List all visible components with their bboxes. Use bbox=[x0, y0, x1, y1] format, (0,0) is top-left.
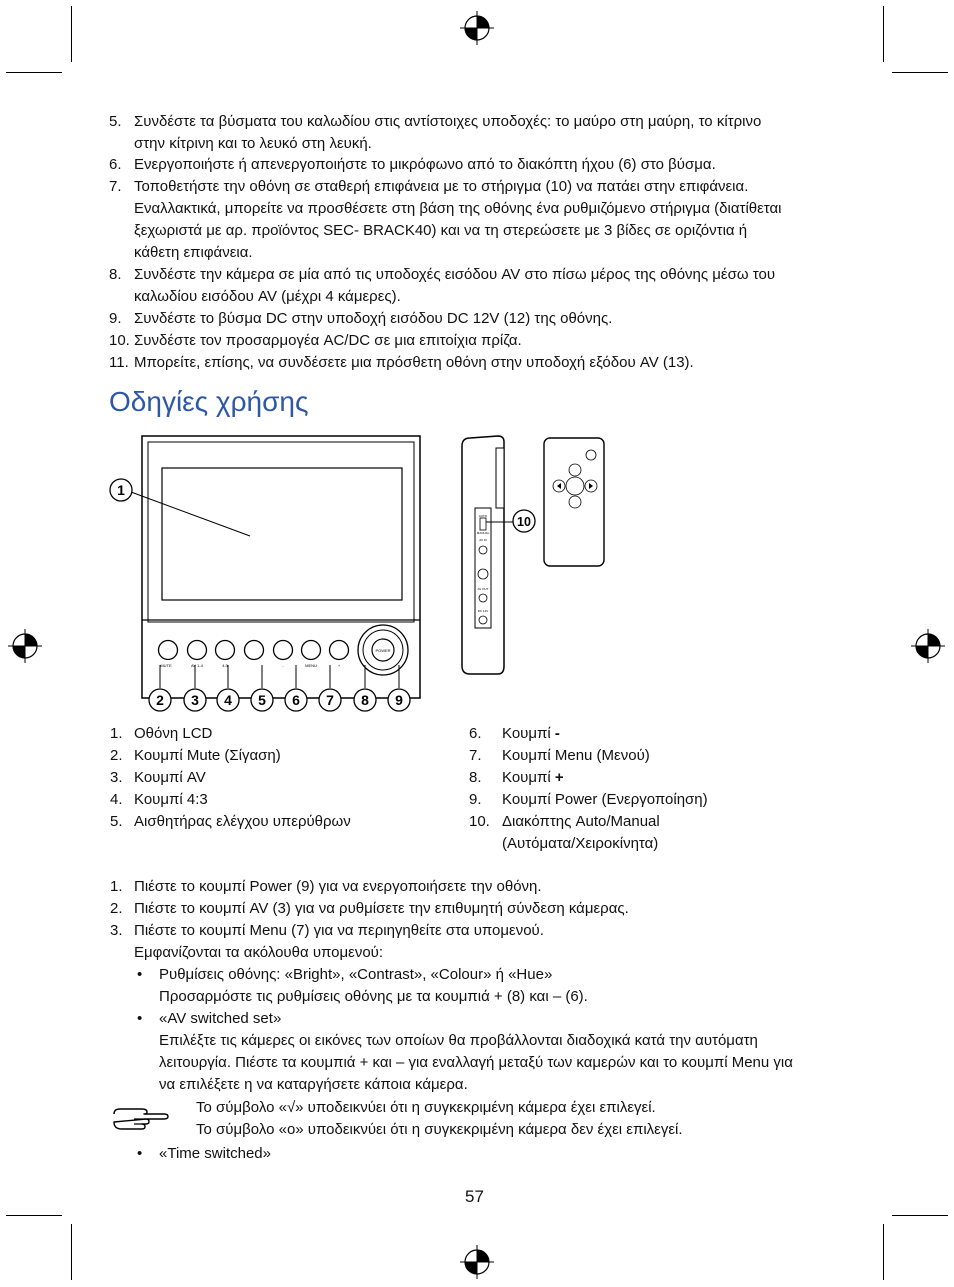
list-item-text: Ρυθμίσεις οθόνης: «Bright», «Contrast», «Colour» ή «Hue» bbox=[159, 966, 553, 983]
list-item-text: Κουμπί - bbox=[502, 725, 560, 742]
svg-text:-: - bbox=[282, 663, 284, 668]
callout-10 bbox=[513, 510, 535, 532]
list-item-text: Συνδέστε την κάμερα σε μία από τις υποδοχές εισόδου AV στο πίσω μέρος της οθόνης μέσω του bbox=[134, 266, 776, 283]
ir-sensor bbox=[245, 641, 264, 660]
list-item-text: λειτουργία. Πιέστε τα κουμπιά + και – για εναλλαγή μεταξύ των καμερών και το κουμπί Menu για bbox=[159, 1054, 793, 1071]
svg-text:AV OUT: AV OUT bbox=[477, 587, 489, 591]
list-item-text: Πιέστε το κουμπί Menu (7) για να περιηγηθείτε στα υπομενού. bbox=[134, 922, 544, 939]
submenu-intro: Εμφανίζονται τα ακόλουθα υπομενού: bbox=[134, 944, 384, 961]
list-item-text: κάθετη επιφάνεια. bbox=[134, 244, 253, 261]
callout-1 bbox=[110, 479, 132, 501]
svg-text:5: 5 bbox=[258, 692, 266, 708]
svg-text:4:3: 4:3 bbox=[222, 663, 228, 668]
list-item-text: Επιλέξτε τις κάμερες οι εικόνες των οποίων θα προβάλλονται διαδοχικά κατά την αυτόματη bbox=[159, 1032, 758, 1049]
svg-text:MANUAL: MANUAL bbox=[476, 531, 490, 535]
list-item-text: Αισθητήρας ελέγχου υπερύθρων bbox=[134, 813, 351, 830]
callout-9 bbox=[388, 689, 410, 711]
list-item-text: Οθόνη LCD bbox=[134, 725, 213, 742]
note-line: Το σύμβολο «√» υποδεικνύει ότι η συγκεκριμένη κάμερα έχει επιλεγεί. bbox=[196, 1099, 656, 1116]
list-item-text: Κουμπί Power (Ενεργοποίηση) bbox=[502, 791, 708, 808]
list-item-text: Ενεργοποιήστε ή απενεργοποιήστε το μικρόφωνο από το διακόπτη ήχου (6) στο βύσμα. bbox=[134, 156, 716, 173]
list-item-text: Κουμπί Menu (Μενού) bbox=[502, 747, 650, 764]
callout-5 bbox=[251, 689, 273, 711]
svg-text:6: 6 bbox=[292, 692, 300, 708]
registration-mark-bottom bbox=[460, 1245, 494, 1279]
pointing-hand-icon bbox=[112, 1106, 170, 1132]
svg-text:10: 10 bbox=[517, 515, 531, 529]
list-item-text: να επιλέξετε η να καταργήσετε κάποια κάμερα. bbox=[159, 1076, 468, 1093]
registration-mark-left bbox=[8, 629, 42, 663]
svg-text:9: 9 bbox=[395, 692, 403, 708]
svg-text:AUTO: AUTO bbox=[478, 514, 488, 518]
list-item-text: Κουμπί + bbox=[502, 769, 564, 786]
remote-control bbox=[544, 438, 604, 566]
svg-text:AV 1-4: AV 1-4 bbox=[191, 663, 203, 668]
monitor-side bbox=[462, 436, 514, 674]
svg-text:POWER: POWER bbox=[375, 648, 391, 653]
list-item-text: Κουμπί Mute (Σίγαση) bbox=[134, 747, 281, 764]
svg-text:3: 3 bbox=[191, 692, 199, 708]
svg-text:MUTE: MUTE bbox=[160, 663, 172, 668]
svg-text:2: 2 bbox=[156, 692, 164, 708]
product-diagram bbox=[100, 430, 620, 715]
callout-4 bbox=[217, 689, 239, 711]
list-item-text: Τοποθετήστε την οθόνη σε σταθερή επιφάνεια με το στήριγμα (10) να πατάει στην επιφάνεια. bbox=[134, 178, 749, 195]
list-item-text: ξεχωριστά με αρ. προϊόντος SEC- BRACK40) και να τη στερεώσετε με 3 βίδες σε οριζόντια ή bbox=[134, 222, 748, 239]
callout-7 bbox=[319, 689, 341, 711]
list-item-text: Διακόπτης Auto/Manual bbox=[502, 813, 660, 830]
section-heading: Οδηγίες χρήσης bbox=[109, 386, 309, 417]
svg-text:+: + bbox=[337, 663, 341, 668]
svg-text:AV IN: AV IN bbox=[479, 538, 487, 542]
list-item-text: καλωδίου εισόδου AV (μέχρι 4 κάμερες). bbox=[134, 288, 401, 305]
svg-text:DC 12V: DC 12V bbox=[477, 609, 489, 613]
registration-mark-right bbox=[911, 629, 945, 663]
svg-text:8: 8 bbox=[361, 692, 369, 708]
svg-text:1: 1 bbox=[117, 482, 125, 498]
list-item-text: Κουμπί AV bbox=[134, 769, 206, 786]
list-item-text: Συνδέστε τα βύσματα του καλωδίου στις αντίστοιχες υποδοχές: το μαύρο στη μαύρη, το κίτρινο bbox=[134, 113, 762, 130]
monitor-front bbox=[142, 436, 420, 698]
list-item-text: Συνδέστε τον προσαρμογέα AC/DC σε μια επιτοίχια πρίζα. bbox=[134, 332, 522, 349]
callout-2 bbox=[149, 689, 171, 711]
list-item-text: Προσαρμόστε τις ρυθμίσεις οθόνης με τα κουμπιά + (8) και – (6). bbox=[159, 988, 588, 1005]
lcd-screen bbox=[162, 468, 402, 600]
page-number: 57 bbox=[465, 1187, 484, 1206]
callout-8 bbox=[354, 689, 376, 711]
list-item-text: (Αυτόματα/Χειροκίνητα) bbox=[502, 835, 659, 852]
note-line: Το σύμβολο «ο» υποδεικνύει ότι η συγκεκριμένη κάμερα δεν έχει επιλεγεί. bbox=[196, 1121, 683, 1138]
list-item-text: στην κίτρινη και το λευκό στη λευκή. bbox=[134, 135, 372, 152]
svg-text:MENU: MENU bbox=[305, 663, 317, 668]
list-item-text: «Time switched» bbox=[159, 1145, 271, 1162]
registration-mark-top bbox=[460, 11, 494, 45]
svg-text:7: 7 bbox=[326, 692, 334, 708]
list-item-text: Μπορείτε, επίσης, να συνδέσετε μια πρόσθετη οθόνη στην υποδοχή εξόδου AV (13). bbox=[134, 354, 694, 371]
callout-3 bbox=[184, 689, 206, 711]
list-item-text: Συνδέστε το βύσμα DC στην υποδοχή εισόδου DC 12V (12) της οθόνης. bbox=[134, 310, 613, 327]
svg-text:4: 4 bbox=[224, 692, 232, 708]
list-item-text: «AV switched set» bbox=[159, 1010, 282, 1027]
callout-6 bbox=[285, 689, 307, 711]
list-item-text: Κουμπί 4:3 bbox=[134, 791, 208, 808]
list-item-text: Εναλλακτικά, μπορείτε να προσθέσετε στη βάση της οθόνης ένα ρυθμιζόμενο στήριγμα (διατίθεται bbox=[134, 200, 782, 217]
list-item-text: Πιέστε το κουμπί Power (9) για να ενεργοποιήσετε την οθόνη. bbox=[134, 878, 542, 895]
list-item-text: Πιέστε το κουμπί AV (3) για να ρυθμίσετε την επιθυμητή σύνδεση κάμερας. bbox=[134, 900, 629, 917]
